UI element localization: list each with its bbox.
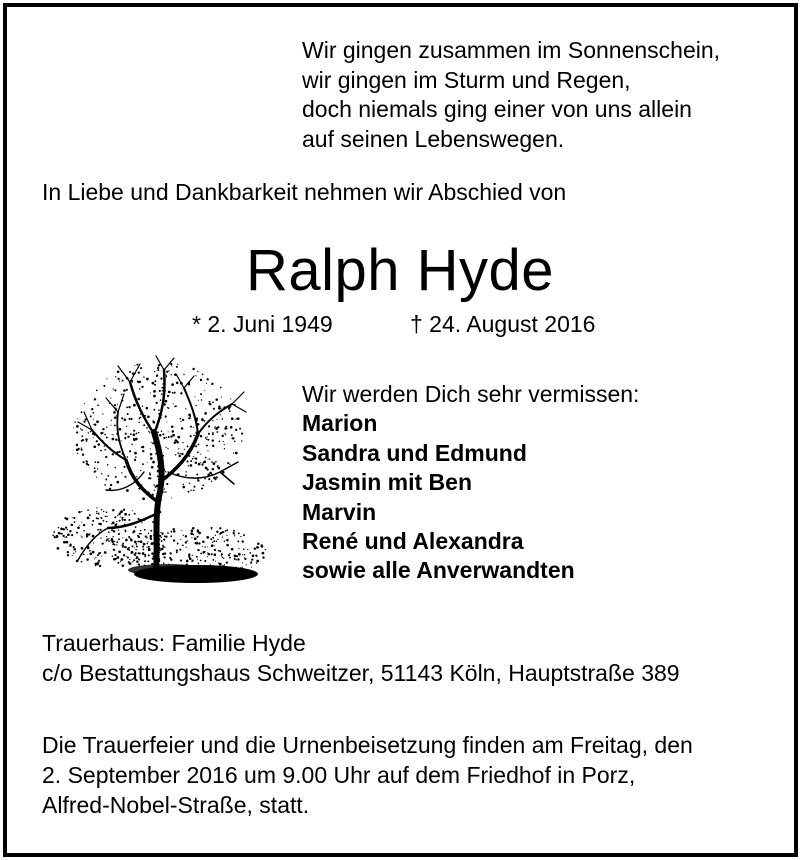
- mourner-name: Marion: [302, 410, 378, 437]
- mourners-heading: Wir werden Dich sehr vermissen:: [302, 381, 640, 407]
- intro-text: In Liebe und Dankbarkeit nehmen wir Abschied von: [42, 179, 567, 205]
- mourners-block: [302, 380, 639, 586]
- service-info: [42, 730, 693, 820]
- mourner-name: sowie alle Anverwandten: [302, 557, 575, 584]
- poem-line: wir gingen im Sturm und Regen,: [302, 66, 631, 93]
- house-line: Trauerhaus: Familie Hyde: [42, 630, 306, 656]
- house-line: c/o Bestattungshaus Schweitzer, 51143 Köln, Hauptstraße 389: [42, 660, 680, 686]
- death-date: † 24. August 2016: [410, 311, 596, 337]
- service-line: Alfred-Nobel-Straße, statt.: [42, 792, 310, 818]
- mourner-name: Marvin: [302, 498, 377, 525]
- service-line: Die Trauerfeier und die Urnenbeisetzung finden am Freitag, den: [42, 732, 693, 758]
- poem: [302, 36, 720, 154]
- deceased-name: Ralph Hyde: [245, 238, 555, 303]
- mourner-name: Jasmin mit Ben: [302, 469, 472, 496]
- mourner-name: René und Alexandra: [302, 528, 524, 555]
- birth-date: * 2. Juni 1949: [192, 311, 333, 337]
- mourning-house: [42, 628, 680, 688]
- poem-line: auf seinen Lebenswegen.: [302, 125, 565, 152]
- poem-line: Wir gingen zusammen im Sonnenschein,: [302, 37, 721, 63]
- service-line: 2. September 2016 um 9.00 Uhr auf dem Friedhof in Porz,: [42, 762, 636, 788]
- mourner-name: Sandra und Edmund: [302, 439, 527, 466]
- tree-illustration: [48, 352, 276, 592]
- poem-line: doch niemals ging einer von uns allein: [302, 96, 692, 122]
